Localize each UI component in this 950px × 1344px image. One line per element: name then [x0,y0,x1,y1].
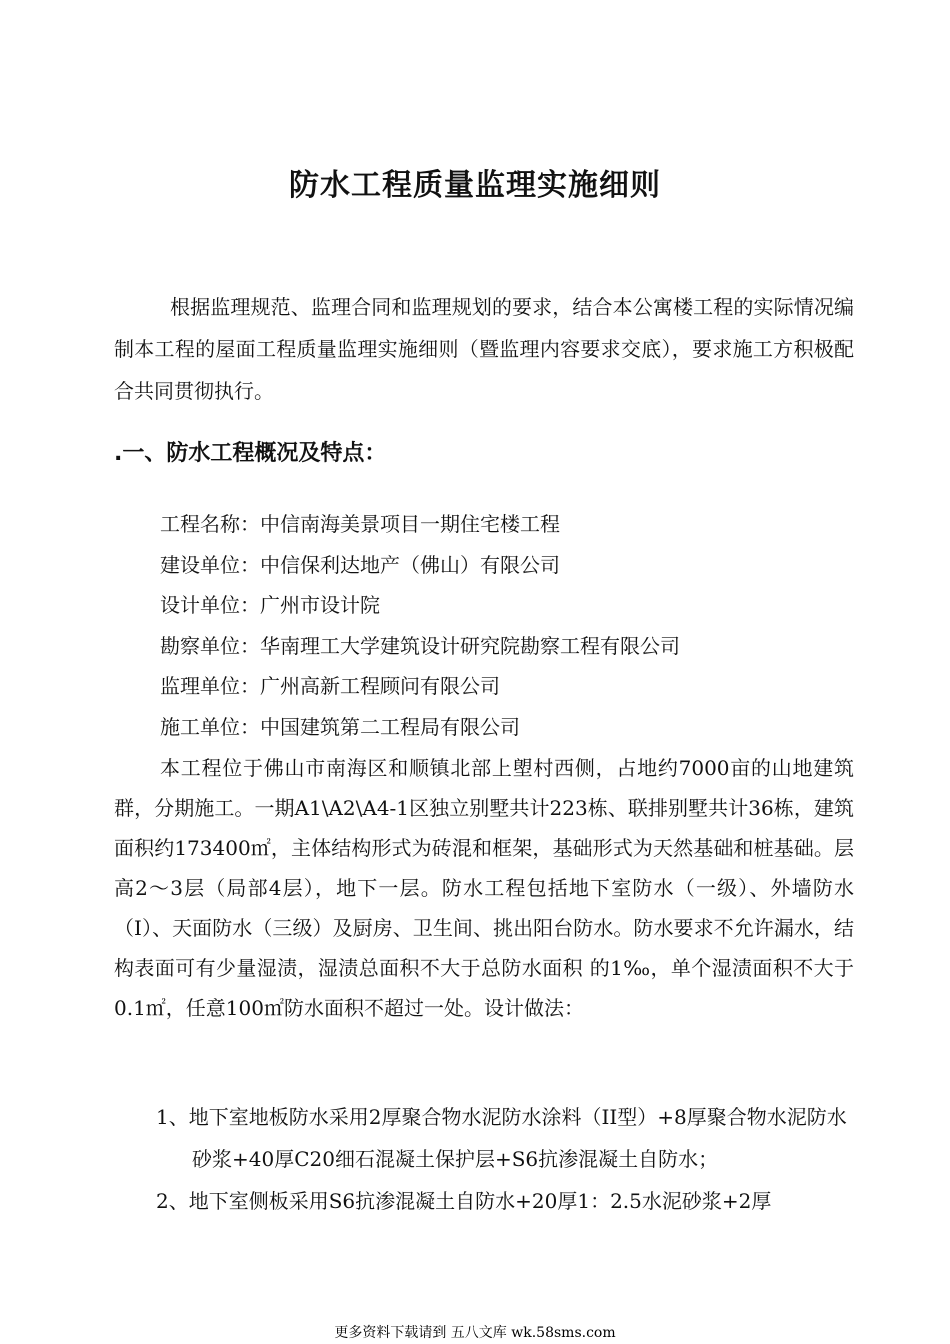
info-item-surveyor: 勘察单位：华南理工大学建筑设计研究院勘察工程有限公司 [160,633,680,658]
intro-paragraph: 根据监理规范、监理合同和监理规划的要求，结合本公寓楼工程的实际情况编制本工程的屋面工程质量监理实施细则（暨监理内容要求交底），要求施工方积极配合共同贯彻执行。 [114,295,854,403]
info-item-owner: 建设单位：中信保利达地产（佛山）有限公司 [160,552,560,577]
info-item-supervisor: 监理单位：广州高新工程顾问有限公司 [160,674,500,698]
footer-download-note: 更多资料下载请到 五八文库 wk.58sms.com [334,1325,616,1341]
document-title: 防水工程质量监理实施细则 [289,168,661,203]
info-item-designer: 设计单位：广州市设计院 [160,593,380,617]
overview-paragraph: 本工程位于佛山市南海区和顺镇北部上塱村西侧，占地约7000亩的山地建筑群，分期施工。一期A1\A2\A4-1区独立别墅共计223栋、联排别墅共计36栋，建筑面积约173400㎡，主体结构形式为砖混和框架，基础形式为天然基础和桩基础。层高2～3层（局部4层），地下一层。防水工程包括地下室防水（一级）、外墙防水（I）、天面防水（三级）及厨房、卫生间、挑出阳台防水。防水要求不允许漏水，结构表面可有少量湿渍，湿渍总面积不大于总防水面积 的1‰，单个湿渍面积不大于0.1㎡，任意100㎡防水面积不超过一处。设计做法： [114,756,854,1020]
design-method-list [156,1096,854,1222]
project-info-list [160,504,680,747]
design-item: 2、地下室侧板采用S6抗渗混凝土自防水+20厚1：2.5水泥砂浆+2厚 [156,1189,772,1213]
info-item-project-name: 工程名称：中信南海美景项目一期住宅楼工程 [160,512,560,536]
section-heading-overview: .一、防水工程概况及特点： [114,441,387,466]
design-item: 1、地下室地板防水采用2厚聚合物水泥防水涂料（II型）+8厚聚合物水泥防水砂浆+40厚C20细石混凝土保护层+S6抗渗混凝土自防水； [156,1105,847,1171]
info-item-contractor: 施工单位：中国建筑第二工程局有限公司 [160,714,520,739]
